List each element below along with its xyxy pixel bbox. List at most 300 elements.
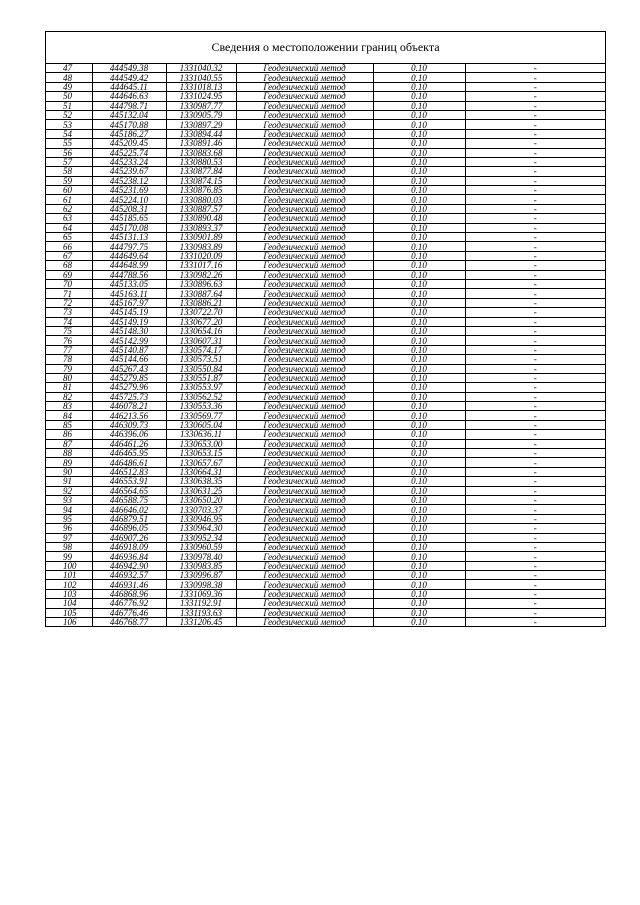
precision-cell: 0.10 xyxy=(373,477,465,486)
coordinate-x: 445231.69 xyxy=(92,186,166,195)
precision-cell: 0.10 xyxy=(373,373,465,382)
coordinate-x: 444549.38 xyxy=(92,64,166,73)
description-cell: - xyxy=(465,364,605,373)
method-cell: Геодезический метод xyxy=(236,599,373,608)
coordinate-x: 445140.87 xyxy=(92,345,166,354)
description-cell: - xyxy=(465,373,605,382)
coordinate-x: 446465.95 xyxy=(92,449,166,458)
description-cell: - xyxy=(465,139,605,148)
table-row xyxy=(46,270,605,279)
precision-cell: 0.10 xyxy=(373,186,465,195)
point-number: 102 xyxy=(46,580,92,589)
coordinate-y: 1330574.17 xyxy=(166,345,236,354)
description-cell: - xyxy=(465,608,605,617)
method-cell: Геодезический метод xyxy=(236,176,373,185)
method-cell: Геодезический метод xyxy=(236,392,373,401)
coordinate-y: 1330722.70 xyxy=(166,308,236,317)
method-cell: Геодезический метод xyxy=(236,514,373,523)
coordinate-y: 1330877.84 xyxy=(166,167,236,176)
method-cell: Геодезический метод xyxy=(236,120,373,129)
table-row xyxy=(46,110,605,119)
description-cell: - xyxy=(465,589,605,598)
method-cell: Геодезический метод xyxy=(236,477,373,486)
precision-cell: 0.10 xyxy=(373,64,465,73)
method-cell: Геодезический метод xyxy=(236,204,373,213)
coordinate-y: 1330880.53 xyxy=(166,157,236,166)
coordinate-x: 445148.30 xyxy=(92,326,166,335)
method-cell: Геодезический метод xyxy=(236,261,373,270)
point-number: 75 xyxy=(46,326,92,335)
method-cell: Геодезический метод xyxy=(236,355,373,364)
coordinate-x: 446896.05 xyxy=(92,524,166,533)
description-cell: - xyxy=(465,571,605,580)
coordinate-x: 446931.46 xyxy=(92,580,166,589)
table-row xyxy=(46,157,605,166)
point-number: 61 xyxy=(46,195,92,204)
coordinate-x: 445279.96 xyxy=(92,383,166,392)
coordinate-x: 445224.10 xyxy=(92,195,166,204)
coordinate-y: 1331024.95 xyxy=(166,92,236,101)
point-number: 73 xyxy=(46,308,92,317)
coordinate-y: 1330952.34 xyxy=(166,533,236,542)
table-row xyxy=(46,580,605,589)
table-row xyxy=(46,120,605,129)
method-cell: Геодезический метод xyxy=(236,101,373,110)
coordinate-y: 1331193.63 xyxy=(166,608,236,617)
coordinate-y: 1330998.38 xyxy=(166,580,236,589)
coordinate-x: 446776.92 xyxy=(92,599,166,608)
point-number: 58 xyxy=(46,167,92,176)
coordinate-x: 445279.85 xyxy=(92,373,166,382)
method-cell: Геодезический метод xyxy=(236,92,373,101)
coordinate-x: 445170.08 xyxy=(92,223,166,232)
coordinate-y: 1330983.89 xyxy=(166,242,236,251)
coordinate-y: 1330905.79 xyxy=(166,110,236,119)
precision-cell: 0.10 xyxy=(373,242,465,251)
method-cell: Геодезический метод xyxy=(236,533,373,542)
coordinate-y: 1330607.31 xyxy=(166,336,236,345)
method-cell: Геодезический метод xyxy=(236,439,373,448)
precision-cell: 0.10 xyxy=(373,82,465,91)
point-number: 56 xyxy=(46,148,92,157)
coordinate-y: 1330896.63 xyxy=(166,279,236,288)
point-number: 89 xyxy=(46,458,92,467)
coordinate-y: 1330654.16 xyxy=(166,326,236,335)
method-cell: Геодезический метод xyxy=(236,336,373,345)
description-cell: - xyxy=(465,279,605,288)
coordinate-y: 1331206.45 xyxy=(166,618,236,627)
table-row xyxy=(46,505,605,514)
precision-cell: 0.10 xyxy=(373,139,465,148)
description-cell: - xyxy=(465,110,605,119)
precision-cell: 0.10 xyxy=(373,176,465,185)
point-number: 77 xyxy=(46,345,92,354)
table-row xyxy=(46,214,605,223)
precision-cell: 0.10 xyxy=(373,167,465,176)
coordinate-x: 446512.83 xyxy=(92,467,166,476)
coordinate-x: 446553.91 xyxy=(92,477,166,486)
coordinate-y: 1330874.15 xyxy=(166,176,236,185)
method-cell: Геодезический метод xyxy=(236,157,373,166)
table-row xyxy=(46,373,605,382)
precision-cell: 0.10 xyxy=(373,533,465,542)
description-cell: - xyxy=(465,345,605,354)
table-row xyxy=(46,101,605,110)
precision-cell: 0.10 xyxy=(373,157,465,166)
table-row xyxy=(46,542,605,551)
table-row xyxy=(46,486,605,495)
coordinate-y: 1330551.87 xyxy=(166,373,236,382)
table-row xyxy=(46,233,605,242)
precision-cell: 0.10 xyxy=(373,505,465,514)
method-cell: Геодезический метод xyxy=(236,411,373,420)
point-number: 95 xyxy=(46,514,92,523)
coordinate-y: 1330982.26 xyxy=(166,270,236,279)
description-cell: - xyxy=(533,617,537,627)
precision-cell: 0.10 xyxy=(373,402,465,411)
point-number: 93 xyxy=(46,495,92,504)
point-number: 59 xyxy=(46,176,92,185)
description-cell: - xyxy=(465,430,605,439)
point-number: 78 xyxy=(46,355,92,364)
precision-cell: 0.10 xyxy=(373,458,465,467)
point-number: 67 xyxy=(46,251,92,260)
method-cell: Геодезический метод xyxy=(236,214,373,223)
table-row xyxy=(46,92,605,101)
table-row xyxy=(46,618,605,627)
point-number: 104 xyxy=(46,599,92,608)
coordinate-y: 1330677.20 xyxy=(166,317,236,326)
description-cell: - xyxy=(465,148,605,157)
point-number: 65 xyxy=(46,233,92,242)
coordinate-x: 445131.13 xyxy=(92,233,166,242)
point-number: 96 xyxy=(46,524,92,533)
precision-cell: 0.10 xyxy=(373,279,465,288)
coordinate-x: 446396.06 xyxy=(92,430,166,439)
point-number: 105 xyxy=(46,608,92,617)
table-row xyxy=(46,186,605,195)
precision-cell: 0.10 xyxy=(373,571,465,580)
method-cell: Геодезический метод xyxy=(236,571,373,580)
coordinate-y: 1330653.15 xyxy=(166,449,236,458)
point-number: 101 xyxy=(46,571,92,580)
description-cell: - xyxy=(465,336,605,345)
precision-cell: 0.10 xyxy=(373,364,465,373)
precision-cell: 0.10 xyxy=(373,439,465,448)
table-row xyxy=(46,514,605,523)
coordinate-x: 445185.65 xyxy=(92,214,166,223)
point-number: 91 xyxy=(46,477,92,486)
coordinate-y: 1330964.30 xyxy=(166,524,236,533)
precision-cell: 0.10 xyxy=(373,204,465,213)
precision-cell: 0.10 xyxy=(373,261,465,270)
precision-cell: 0.10 xyxy=(373,542,465,551)
coordinate-x: 445208.31 xyxy=(92,204,166,213)
description-cell: - xyxy=(465,458,605,467)
method-cell: Геодезический метод xyxy=(236,449,373,458)
precision-cell: 0.10 xyxy=(373,608,465,617)
point-number: 106 xyxy=(46,618,92,627)
coordinate-y: 1330890.48 xyxy=(166,214,236,223)
method-cell: Геодезический метод xyxy=(236,298,373,307)
precision-cell: 0.10 xyxy=(373,495,465,504)
table-row xyxy=(46,355,605,364)
coordinate-x: 444645.11 xyxy=(92,82,166,91)
point-number: 54 xyxy=(46,129,92,138)
point-number: 100 xyxy=(46,561,92,570)
table-row xyxy=(46,167,605,176)
point-number: 68 xyxy=(46,261,92,270)
method-cell: Геодезический метод xyxy=(236,561,373,570)
coordinate-x: 446309.73 xyxy=(92,420,166,429)
coordinate-x: 445145.19 xyxy=(92,308,166,317)
coordinate-x: 446486.61 xyxy=(92,458,166,467)
precision-cell: 0.10 xyxy=(373,599,465,608)
description-cell: - xyxy=(465,270,605,279)
method-cell: Геодезический метод xyxy=(236,233,373,242)
description-cell: - xyxy=(465,514,605,523)
description-cell: - xyxy=(465,326,605,335)
table-row xyxy=(46,251,605,260)
description-cell: - xyxy=(465,64,605,73)
coordinate-x: 444648.99 xyxy=(92,261,166,270)
precision-cell: 0.10 xyxy=(373,420,465,429)
coordinate-x: 445142.99 xyxy=(92,336,166,345)
coordinate-y: 1330978.40 xyxy=(166,552,236,561)
method-cell: Геодезический метод xyxy=(236,420,373,429)
coordinate-x: 446078.21 xyxy=(92,402,166,411)
coordinate-x: 446776.46 xyxy=(92,608,166,617)
table-row xyxy=(46,336,605,345)
description-cell: - xyxy=(465,298,605,307)
precision-cell: 0.10 xyxy=(373,251,465,260)
description-cell: - xyxy=(465,355,605,364)
description-cell: - xyxy=(465,261,605,270)
table-row xyxy=(46,64,605,73)
description-cell: - xyxy=(465,223,605,232)
table-row xyxy=(46,176,605,185)
method-cell: Геодезический метод xyxy=(236,505,373,514)
point-number: 94 xyxy=(46,505,92,514)
description-cell: - xyxy=(465,129,605,138)
table-row xyxy=(46,82,605,91)
coordinate-y: 1330893.37 xyxy=(166,223,236,232)
table-row xyxy=(46,449,605,458)
precision-cell: 0.10 xyxy=(373,110,465,119)
method-cell: Геодезический метод xyxy=(236,552,373,561)
description-cell: - xyxy=(465,477,605,486)
table-row xyxy=(46,439,605,448)
method-cell: Геодезический метод xyxy=(236,186,373,195)
page-title: Сведения о местоположении границ объекта xyxy=(46,32,605,64)
point-number: 98 xyxy=(46,542,92,551)
point-number: 84 xyxy=(46,411,92,420)
table-row xyxy=(46,279,605,288)
description-cell: - xyxy=(465,92,605,101)
precision-cell: 0.10 xyxy=(373,411,465,420)
coordinate-y: 1330650.20 xyxy=(166,495,236,504)
precision-cell: 0.10 xyxy=(373,580,465,589)
description-cell: - xyxy=(465,308,605,317)
coordinate-y: 1331017.16 xyxy=(166,261,236,270)
description-cell: - xyxy=(465,242,605,251)
method-cell: Геодезический метод xyxy=(236,402,373,411)
coordinate-y: 1331040.55 xyxy=(166,73,236,82)
method-cell: Геодезический метод xyxy=(236,542,373,551)
description-cell: - xyxy=(465,411,605,420)
point-number: 80 xyxy=(46,373,92,382)
coordinate-x: 444788.56 xyxy=(92,270,166,279)
method-cell: Геодезический метод xyxy=(236,580,373,589)
method-cell: Геодезический метод xyxy=(236,129,373,138)
method-cell: Геодезический метод xyxy=(236,82,373,91)
method-cell: Геодезический метод xyxy=(236,618,373,627)
table-row xyxy=(46,289,605,298)
coordinate-y: 1330876.85 xyxy=(166,186,236,195)
point-number: 55 xyxy=(46,139,92,148)
table-row xyxy=(46,411,605,420)
table-row xyxy=(46,129,605,138)
coordinate-x: 445225.74 xyxy=(92,148,166,157)
description-cell: - xyxy=(465,599,605,608)
coordinate-y: 1330550.84 xyxy=(166,364,236,373)
coordinate-x: 445170.88 xyxy=(92,120,166,129)
point-number: 50 xyxy=(46,92,92,101)
table-row xyxy=(46,326,605,335)
point-number: 53 xyxy=(46,120,92,129)
coordinate-x: 446768.77 xyxy=(92,618,166,627)
table-row xyxy=(46,533,605,542)
precision-cell: 0.10 xyxy=(373,270,465,279)
coordinate-y: 1330891.46 xyxy=(166,139,236,148)
method-cell: Геодезический метод xyxy=(236,364,373,373)
precision-cell: 0.10 xyxy=(373,129,465,138)
coordinate-y: 1330553.97 xyxy=(166,383,236,392)
precision-cell: 0.10 xyxy=(373,214,465,223)
point-number: 66 xyxy=(46,242,92,251)
point-number: 72 xyxy=(46,298,92,307)
coordinate-y: 1330883.68 xyxy=(166,148,236,157)
coordinate-x: 445267.43 xyxy=(92,364,166,373)
precision-cell: 0.10 xyxy=(373,392,465,401)
coordinate-x: 446868.96 xyxy=(92,589,166,598)
precision-cell: 0.10 xyxy=(373,308,465,317)
coordinate-x: 446879.51 xyxy=(92,514,166,523)
table-row xyxy=(46,392,605,401)
coordinate-x: 445149.19 xyxy=(92,317,166,326)
point-number: 71 xyxy=(46,289,92,298)
coordinate-x: 445163.11 xyxy=(92,289,166,298)
point-number: 60 xyxy=(46,186,92,195)
coordinate-x: 445725.73 xyxy=(92,392,166,401)
precision-cell: 0.10 xyxy=(373,120,465,129)
precision-cell: 0.10 xyxy=(373,73,465,82)
description-cell: - xyxy=(465,449,605,458)
method-cell: Геодезический метод xyxy=(236,270,373,279)
method-cell: Геодезический метод xyxy=(236,279,373,288)
coordinate-x: 446936.84 xyxy=(92,552,166,561)
coordinate-x: 446588.75 xyxy=(92,495,166,504)
coordinate-y: 1330946.95 xyxy=(166,514,236,523)
precision-cell: 0.10 xyxy=(373,317,465,326)
coordinate-x: 446907.26 xyxy=(92,533,166,542)
coordinate-x: 446942.90 xyxy=(92,561,166,570)
method-cell: Геодезический метод xyxy=(236,289,373,298)
precision-cell: 0.10 xyxy=(373,345,465,354)
method-cell: Геодезический метод xyxy=(236,326,373,335)
precision-cell: 0.10 xyxy=(373,524,465,533)
coordinate-x: 445133.05 xyxy=(92,279,166,288)
coordinate-y: 1330996.87 xyxy=(166,571,236,580)
coordinate-x: 446646.02 xyxy=(92,505,166,514)
description-cell: - xyxy=(465,524,605,533)
coordinate-x: 446564.65 xyxy=(92,486,166,495)
description-cell: - xyxy=(465,186,605,195)
coordinate-x: 445186.27 xyxy=(92,129,166,138)
method-cell: Геодезический метод xyxy=(236,589,373,598)
coordinate-y: 1330894.44 xyxy=(166,129,236,138)
coordinate-y: 1331018.13 xyxy=(166,82,236,91)
table-row xyxy=(46,223,605,232)
precision-cell: 0.10 xyxy=(373,92,465,101)
coordinate-x: 446932.57 xyxy=(92,571,166,580)
precision-cell: 0.10 xyxy=(373,289,465,298)
coordinate-y: 1330897.29 xyxy=(166,120,236,129)
method-cell: Геодезический метод xyxy=(236,242,373,251)
description-cell: - xyxy=(465,439,605,448)
table-row xyxy=(46,308,605,317)
precision-cell: 0.10 xyxy=(373,618,465,627)
point-number: 48 xyxy=(46,73,92,82)
method-cell: Геодезический метод xyxy=(236,383,373,392)
table-row xyxy=(46,402,605,411)
method-cell: Геодезический метод xyxy=(236,64,373,73)
coordinate-x: 445233.24 xyxy=(92,157,166,166)
precision-cell: 0.10 xyxy=(373,561,465,570)
point-number: 57 xyxy=(46,157,92,166)
coordinate-x: 444797.75 xyxy=(92,242,166,251)
point-number: 90 xyxy=(46,467,92,476)
table-body xyxy=(46,64,605,626)
table-row xyxy=(46,420,605,429)
description-cell: - xyxy=(465,402,605,411)
description-cell: - xyxy=(465,289,605,298)
coordinate-y: 1331020.09 xyxy=(166,251,236,260)
description-cell: - xyxy=(465,101,605,110)
coordinate-y: 1330987.77 xyxy=(166,101,236,110)
table-row xyxy=(46,430,605,439)
point-number: 99 xyxy=(46,552,92,561)
method-cell: Геодезический метод xyxy=(236,373,373,382)
coordinate-y: 1330887.57 xyxy=(166,204,236,213)
point-number: 63 xyxy=(46,214,92,223)
description-cell: - xyxy=(465,392,605,401)
precision-cell: 0.10 xyxy=(373,430,465,439)
point-number: 49 xyxy=(46,82,92,91)
method-cell: Геодезический метод xyxy=(236,139,373,148)
description-cell: - xyxy=(465,505,605,514)
method-cell: Геодезический метод xyxy=(236,467,373,476)
boundary-sheet xyxy=(45,31,606,627)
point-number: 92 xyxy=(46,486,92,495)
method-cell: Геодезический метод xyxy=(236,608,373,617)
description-cell: - xyxy=(465,467,605,476)
coordinate-y: 1330664.31 xyxy=(166,467,236,476)
coordinate-y: 1330553.36 xyxy=(166,402,236,411)
table-row xyxy=(46,477,605,486)
point-number: 97 xyxy=(46,533,92,542)
description-cell: - xyxy=(465,120,605,129)
